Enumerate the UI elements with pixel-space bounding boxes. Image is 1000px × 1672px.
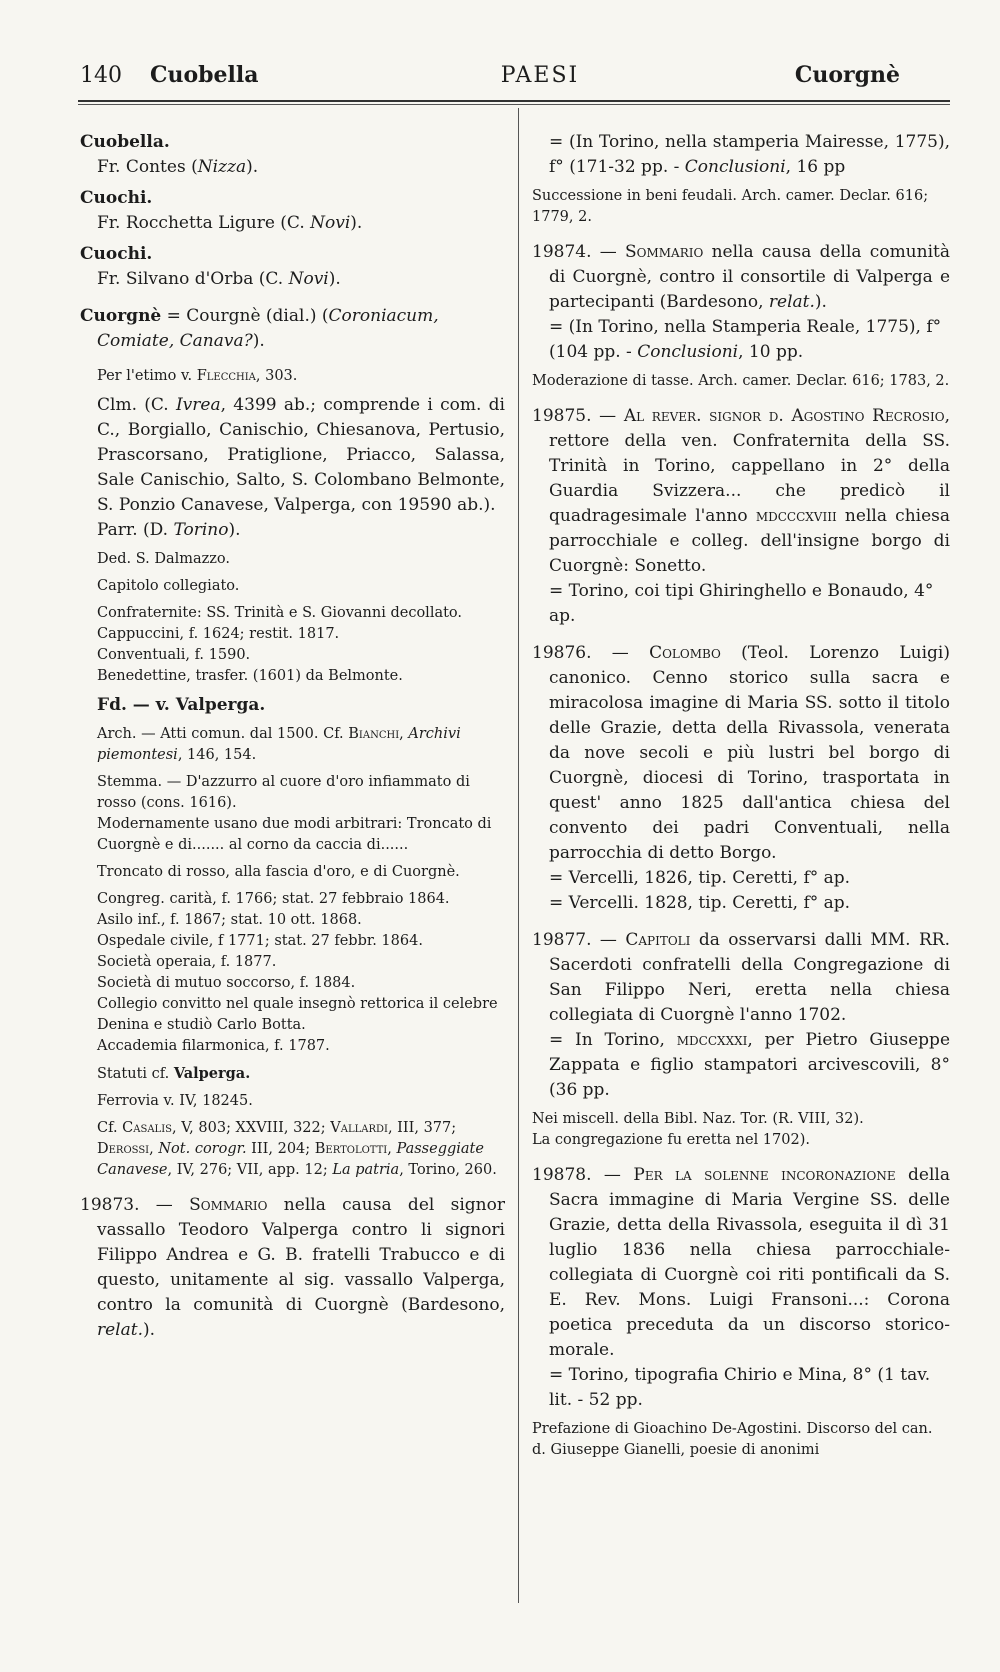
entry-19874: 19874. — Sommario nella causa della comunità di Cuorgnè, contro il consortile di Valperga e partecipanti (Bardesono, relat.). — [532, 242, 950, 312]
header-rule-thin — [78, 104, 950, 105]
header-rule-thick — [78, 100, 950, 102]
source-note: La congregazione fu eretta nel 1702). — [532, 1132, 810, 1148]
right-column — [532, 130, 950, 1461]
entry-heading: Cuobella. — [80, 132, 170, 152]
imprint-line: = Torino, tipografia Chirio e Mina, 8° (1 tav. lit. - 52 pp. — [549, 1365, 931, 1410]
ferrovia-line: Ferrovia v. IV, 18245. — [97, 1093, 253, 1109]
imprint-line: = (In Torino, nella Stamperia Reale, 1775), f° (104 pp. - Conclusioni, 10 pp. — [549, 317, 942, 362]
confraternite-line: Confraternite: SS. Trinità e S. Giovanni decollato. — [97, 605, 463, 621]
entry-19877: 19877. — Capitoli da osservarsi dalli MM. RR. Sacerdoti confratelli della Congregazione di San Filippo Neri, eretta nella chiesa collegiata di Cuorgnè l'anno 1702. — [532, 930, 950, 1025]
imprint-line: = Vercelli. 1828, tip. Ceretti, f° ap. — [549, 893, 851, 913]
left-column — [80, 130, 505, 1343]
entry-19878: 19878. — Per la solenne incoronazione della Sacra immagine di Maria Vergine SS. delle Grazie, detta della Rivassola, eseguita il dì 31 luglio 1836 nella chiesa parrocchiale-collegiata di Cuorgnè coi riti pontificali da S. E. Rev. Mons. Luigi Fransoni...: Corona poetica preceduta da un discorso storico-morale. — [532, 1165, 950, 1360]
asilo-line: Asilo inf., f. 1867; stat. 10 ott. 1868. — [97, 912, 362, 928]
etimo-note: Per l'etimo v. Flecchia, 303. — [97, 368, 298, 384]
parr-line: Parr. (D. Torino). — [97, 520, 241, 540]
entry-19873: 19873. — Sommario nella causa del signor vassallo Teodoro Valperga contro li signori Filippo Andrea e G. B. fratelli Trabucco e di questo, unitamente al sig. vassallo Valperga, contro la comunità di Cuorgnè (Bardesono, relat.). — [80, 1195, 505, 1340]
imprint-line: = Torino, coi tipi Ghiringhello e Bonaudo, 4° ap. — [549, 581, 934, 626]
header-title: PAESI — [500, 63, 580, 88]
cappuccini-line: Cappuccini, f. 1624; restit. 1817. — [97, 626, 340, 642]
moderno-line: Modernamente usano due modi arbitrari: Troncato di Cuorgnè e di....... al corno da caccia di...... — [97, 816, 492, 853]
ded-line: Ded. S. Dalmazzo. — [97, 551, 231, 567]
source-note: Prefazione di Gioachino De-Agostini. Discorso del can. d. Giuseppe Gianelli, poesie di anonimi — [532, 1421, 933, 1458]
entry-19876: 19876. — Colombo (Teol. Lorenzo Luigi) canonico. Cenno storico sulla sacra e miracolosa imagine di Maria SS. sotto il titolo delle Grazie, detta della Rivassola, venerata da nove secoli e più lustri bel borgo di Cuorgnè, diocesi di Torino, trasportata in quest' anno 1825 dall'antica chiesa del convento dei padri Conventuali, nella parrocchia di detto Borgo. — [532, 643, 951, 863]
fd-line: Fd. — v. Valperga. — [97, 695, 266, 715]
statuti-line: Statuti cf. Valperga. — [97, 1065, 251, 1082]
imprint-line: = In Torino, mdccxxxi, per Pietro Giuseppe Zappata e figlio stampatori arcivescovili, 8° (36 pp. — [549, 1030, 950, 1100]
troncato-line: Troncato di rosso, alla fascia d'oro, e di Cuorgnè. — [97, 864, 460, 880]
entry-line: Fr. Rocchetta Ligure (C. Novi). — [97, 213, 363, 233]
societa-operaia-line: Società operaia, f. 1877. — [97, 954, 277, 970]
imprint-line: = (In Torino, nella stamperia Mairesse, 1775), f° (171-32 pp. - Conclusioni, 16 pp — [549, 132, 950, 177]
header-left-keyword: Cuobella — [150, 62, 259, 88]
accademia-line: Accademia filarmonica, f. 1787. — [97, 1038, 330, 1054]
entry-heading: Cuochi. — [80, 188, 153, 208]
capitolo-line: Capitolo collegiato. — [97, 578, 240, 594]
column-divider — [518, 108, 519, 1603]
header-right-keyword: Cuorgnè — [794, 62, 900, 88]
entry-line: Fr. Silvano d'Orba (C. Novi). — [97, 269, 341, 289]
societa-mutuo-line: Società di mutuo soccorso, f. 1884. — [97, 975, 356, 991]
source-note: Moderazione di tasse. Arch. camer. Declar. 616; 1783, 2. — [532, 373, 950, 389]
congreg-line: Congreg. carità, f. 1766; stat. 27 febbraio 1864. — [97, 891, 450, 907]
entry-line: Fr. Contes (Nizza). — [97, 157, 259, 177]
source-note: Successione in beni feudali. Arch. camer. Declar. 616; 1779, 2. — [532, 188, 929, 225]
conventuali-line: Conventuali, f. 1590. — [97, 647, 251, 663]
benedettine-line: Benedettine, trasfer. (1601) da Belmonte. — [97, 668, 403, 684]
page-number: 140 — [80, 63, 122, 88]
entry-heading: Cuochi. — [80, 244, 153, 264]
cuorgne-heading: Cuorgnè = Courgnè (dial.) (Coroniacum, Comiate, Canava?). — [80, 306, 439, 351]
arch-line: Arch. — Atti comun. dal 1500. Cf. Bianchi, Archivi piemontesi, 146, 154. — [97, 726, 461, 763]
clm-paragraph: Clm. (C. Ivrea, 4399 ab.; comprende i com. di C., Borgiallo, Canischio, Chiesanova, Pertusio, Prascorsano, Pratiglione, Priacco, Salassa, Sale Canischio, Salto, S. Colombano Belmonte, S. Ponzio Canavese, Valperga, con 19590 ab.). — [97, 395, 505, 515]
ospedale-line: Ospedale civile, f 1771; stat. 27 febbr. 1864. — [97, 933, 423, 949]
source-note: Nei miscell. della Bibl. Naz. Tor. (R. VIII, 32). — [532, 1111, 864, 1127]
cf-references: Cf. Casalis, V, 803; XXVIII, 322; Vallardi, III, 377; Derossi, Not. corogr. III, 204; Bertolotti, Passeggiate Canavese, IV, 276; VII, app. 12; La patria, Torino, 260. — [97, 1120, 497, 1178]
collegio-line: Collegio convitto nel quale insegnò rettorica il celebre Denina e studiò Carlo Botta. — [97, 996, 498, 1033]
imprint-line: = Vercelli, 1826, tip. Ceretti, f° ap. — [549, 868, 851, 888]
running-header — [80, 62, 950, 96]
stemma-line: Stemma. — D'azzurro al cuore d'oro infiammato di rosso (cons. 1616). — [97, 774, 470, 811]
entry-19875: 19875. — Al rever. signor d. Agostino Recrosio, rettore della ven. Confraternita della SS. Trinità in Torino, cappellano in 2° della Guardia Svizzera... che predicò il quadragesimale l'anno mdcccxviii nella chiesa parrocchiale e colleg. dell'insigne borgo di Cuorgnè: Sonetto. — [532, 406, 951, 576]
